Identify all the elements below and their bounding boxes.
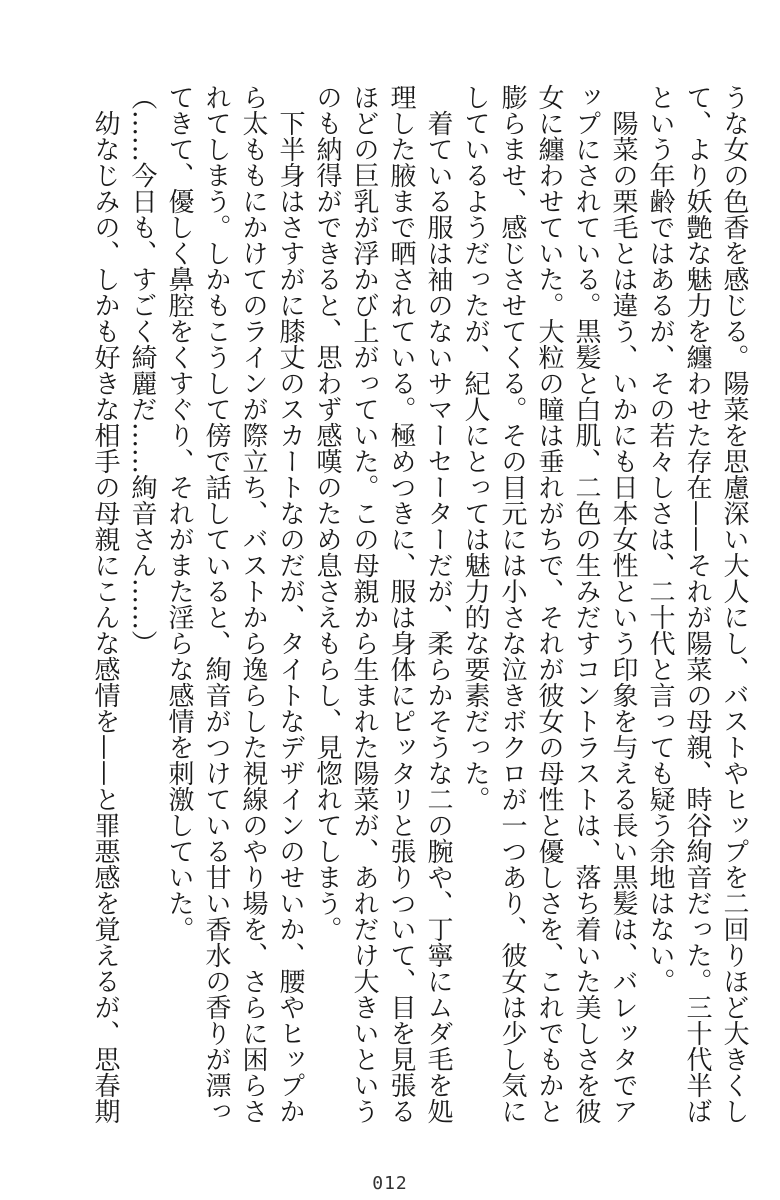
paragraph-3: 着ている服は袖のないサマーセーターだが、柔らかそうな二の腕や、丁寧にムダ毛を処理した腋まで晒されている。極めつきに、服は身体にピッタリと張りついて、目を見張るほどの巨乳が浮かび上がっていた。この母親から生まれた陽菜が、あれだけ大きいというのも納得ができると、思わず感嘆のため息さえもらし、見惚れてしまう。 bbox=[312, 84, 453, 1124]
paragraph-1: うな女の色香を感じる。陽菜を思慮深い大人にし、バストやヒップを二回りほど大きくして、より妖艶な魅力を纏わせた存在——それが陽菜の母親、時谷絢音だった。三十代半ばという年齢ではあるが、その若々しさは、二十代と言っても疑う余地はない。 bbox=[645, 84, 749, 1124]
paragraph-5-inner-monologue: （……今日も、すごく綺麗だ……絢音さん……） bbox=[127, 84, 157, 656]
novel-body-text bbox=[17, 84, 752, 1144]
paragraph-4: 下半身はさすがに膝丈のスカートなのだが、タイトなデザインのせいか、腰やヒップから太ももにかけてのラインが際立ち、バストから逸らした視線のやり場を、さらに困らされてしまう。しかもこうして傍で話していると、絢音がつけている甘い香水の香りが漂ってきて、優しく鼻腔をくすぐり、それがまた淫らな感情を刺激していた。 bbox=[164, 84, 305, 1124]
paragraph-2: 陽菜の栗毛とは違う、いかにも日本女性という印象を与える長い黒髪は、バレッタでアップにされている。黒髪と白肌、二色の生みだすコントラストは、落ち着いた美しさを彼女に纏わせていた。大粒の瞳は垂れがちで、それが彼女の母性と優しさを、これでもかと膨らませ、感じさせてくる。その目元には小さな泣きボクロが一つあり、彼女は少し気にしているようだったが、紀人にとっては魅力的な要素だった。 bbox=[460, 84, 638, 1124]
paragraph-6: 幼なじみの、しかも好きな相手の母親にこんな感情を——と罪悪感を覚えるが、思春期 bbox=[90, 110, 120, 1124]
page-number: 012 bbox=[372, 1173, 408, 1194]
